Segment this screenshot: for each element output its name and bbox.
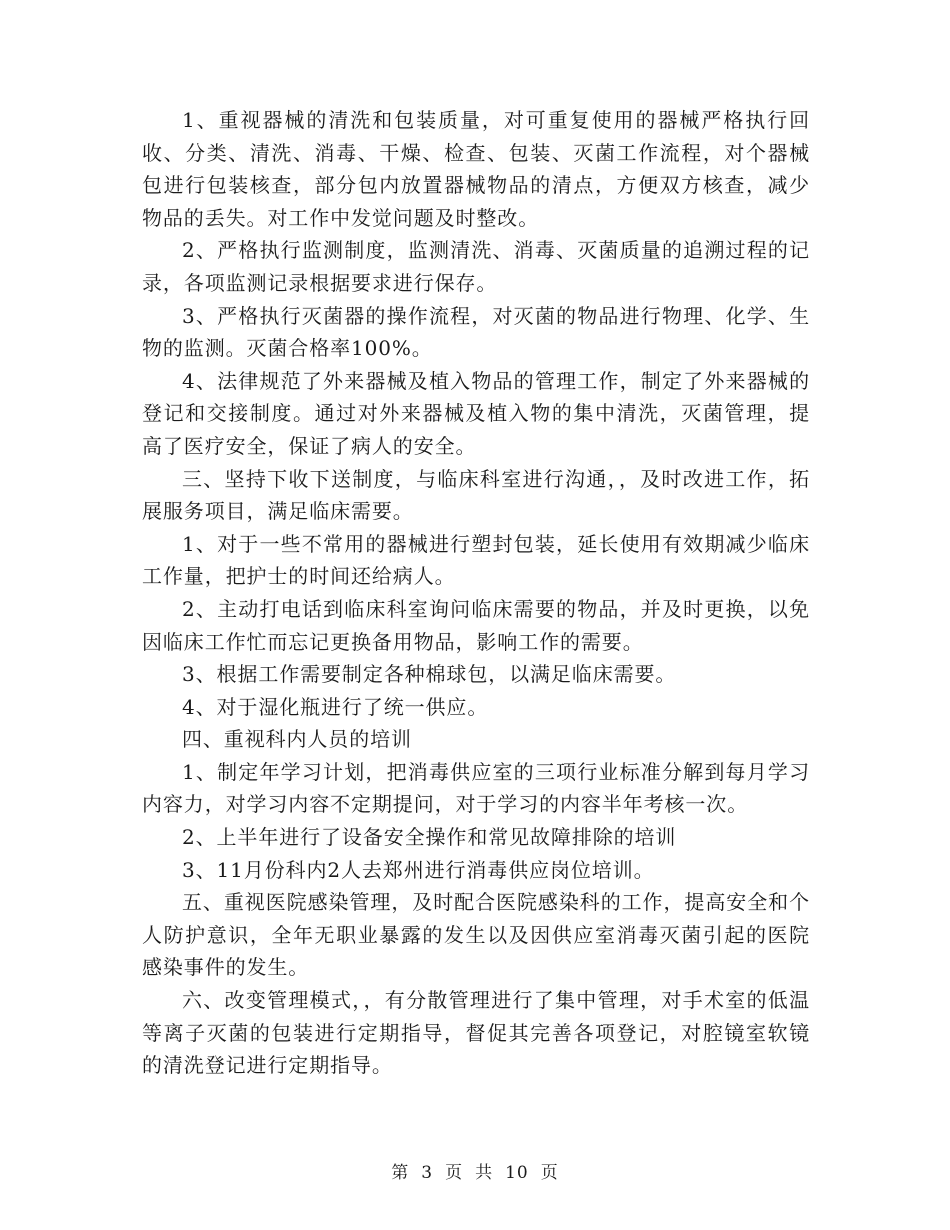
paragraph: 1、重视器械的清洗和包装质量，对可重复使用的器械严格执行回收、分类、清洗、消毒、干燥、检查、包装、灭菌工作流程，对个器械包进行包装核查，部分包内放置器械物品的清点，方便双方核查，减少物品的丢失。对工作中发觉问题及时整改。 — [142, 108, 810, 230]
section-heading-paragraph: 五、重视医院感染管理，及时配合医院感染科的工作，提高安全和个人防护意识，全年无职业暴露的发生以及因供应室消毒灭菌引起的医院感染事件的发生。 — [142, 890, 810, 980]
paragraph: 3、根据工作需要制定各种棉球包，以满足临床需要。 — [182, 662, 677, 687]
page-footer — [0, 1158, 950, 1183]
paragraph: 2、上半年进行了设备安全操作和常见故障排除的培训 — [182, 825, 677, 850]
footer-page-word: 页 — [445, 1163, 464, 1183]
footer-suffix: 页 — [540, 1163, 559, 1183]
document-body — [142, 104, 810, 1082]
paragraph: 3、11月份科内2人去郑州进行消毒供应岗位培训。 — [182, 857, 655, 882]
paragraph: 3、严格执行灭菌器的操作流程，对灭菌的物品进行物理、化学、生物的监测。灭菌合格率100%。 — [142, 303, 810, 361]
section-heading-paragraph: 三、坚持下收下送制度，与临床科室进行沟通，，及时改进工作，拓展服务项目，满足临床需要。 — [142, 466, 810, 524]
footer-prefix: 第 — [391, 1163, 410, 1183]
section-heading: 四、重视科内人员的培训 — [182, 727, 412, 752]
paragraph: 4、对于湿化瓶进行了统一供应。 — [182, 694, 489, 719]
current-page-number: 3 — [421, 1163, 434, 1183]
paragraph: 4、法律规范了外来器械及植入物品的管理工作，制定了外来器械的登记和交接制度。通过对外来器械及植入物的集中清洗，灭菌管理，提高了医疗安全，保证了病人的安全。 — [142, 368, 810, 458]
total-pages-number: 10 — [505, 1163, 529, 1183]
section-heading-paragraph: 六、改变管理模式，，有分散管理进行了集中管理，对手术室的低温等离子灭菌的包装进行定期指导，督促其完善各项登记，对腔镜室软镜的清洗登记进行定期指导。 — [142, 988, 810, 1078]
footer-total-word: 共 — [475, 1163, 494, 1183]
paragraph: 2、主动打电话到临床科室询问临床需要的物品，并及时更换，以免因临床工作忙而忘记更换备用物品，影响工作的需要。 — [142, 596, 810, 654]
paragraph: 1、制定年学习计划，把消毒供应室的三项行业标准分解到每月学习内容力，对学习内容不定期提问，对于学习的内容半年考核一次。 — [142, 759, 810, 817]
paragraph: 1、对于一些不常用的器械进行塑封包装，延长使用有效期减少临床工作量，把护士的时间还给病人。 — [142, 531, 810, 589]
paragraph: 2、严格执行监测制度，监测清洗、消毒、灭菌质量的追溯过程的记录，各项监测记录根据要求进行保存。 — [142, 238, 810, 295]
